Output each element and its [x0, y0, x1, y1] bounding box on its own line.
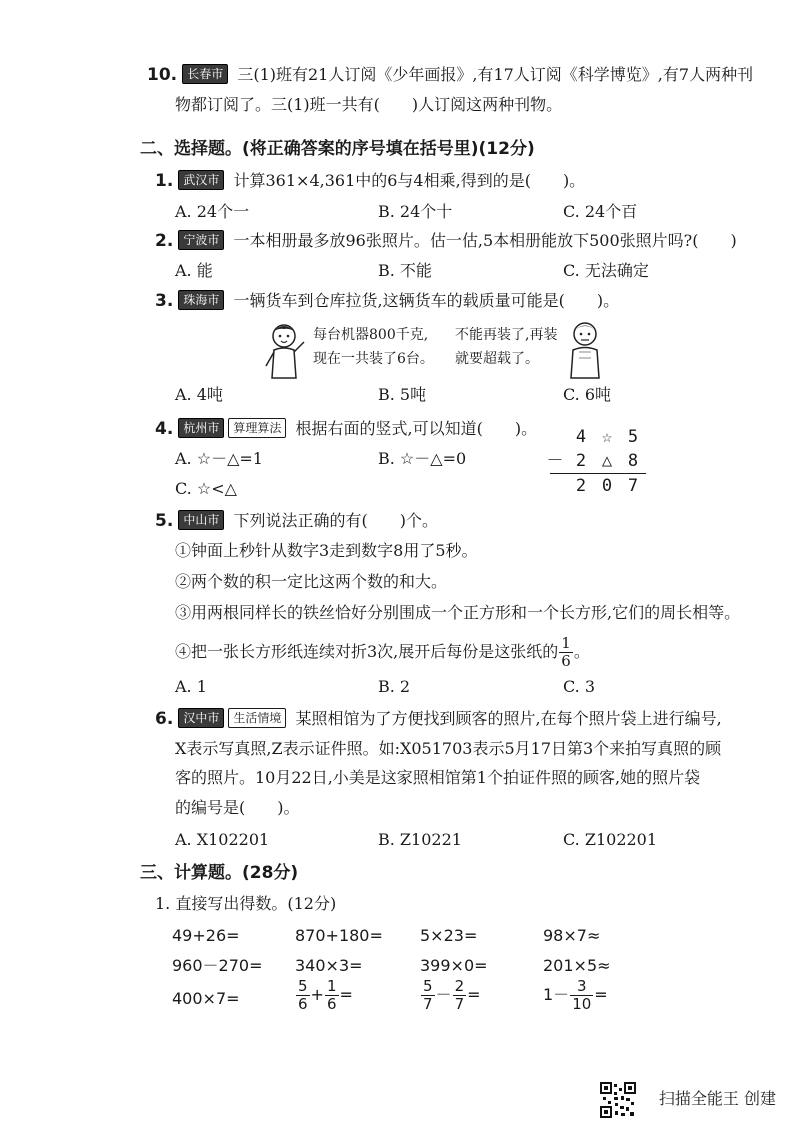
- numerator: 5: [423, 977, 433, 995]
- q6-line2: X表示写真照,Z表示证件照。如:X051703表示5月17日第3个来拍写真照的顾: [175, 739, 722, 758]
- city-tag: 中山市: [178, 510, 224, 530]
- question-number: 6.: [155, 709, 174, 729]
- q5-statement-1: ①钟面上秒针从数字3走到数字8用了5秒。: [175, 541, 478, 560]
- calc-item: 399×0=: [420, 956, 488, 975]
- speech-left-1: 每台机器800千克,: [313, 327, 429, 343]
- fraction: [421, 978, 435, 1013]
- numerator: 5: [298, 977, 308, 995]
- digit: 2: [575, 476, 587, 496]
- vertical-row-1: [542, 425, 646, 449]
- q10-line1: [147, 64, 753, 86]
- minus-sign: －: [546, 451, 564, 471]
- topic-tag: 生活情境: [228, 708, 286, 728]
- q4-option-c: C. ☆<△: [175, 479, 237, 498]
- topic-tag: 算理算法: [228, 418, 286, 438]
- digit: 0: [601, 476, 613, 496]
- calc-item: 201×5≈: [543, 956, 611, 975]
- digit: ☆: [601, 427, 613, 447]
- prefix: 1－: [543, 985, 570, 1004]
- denominator: 7: [454, 995, 465, 1013]
- q1-option-c: C. 24个百: [563, 202, 638, 221]
- q6-line4: 的编号是( )。: [175, 798, 300, 817]
- vertical-subtraction: [542, 425, 646, 498]
- q5-stem: [155, 510, 438, 532]
- vertical-row-2: [542, 449, 646, 473]
- q10-line2: [175, 94, 562, 116]
- q5-option-b: B. 2: [378, 677, 411, 696]
- q2-option-b: B. 不能: [378, 261, 432, 280]
- denominator: 6: [298, 995, 308, 1013]
- digit: △: [601, 451, 613, 471]
- q6-line3: 客的照片。10月22日,小美是这家照相馆第1个拍证件照的顾客,她的照片袋: [175, 768, 701, 787]
- numerator: 3: [570, 978, 593, 996]
- fraction: [570, 978, 593, 1013]
- fraction: [559, 635, 573, 670]
- section-2-title: 二、选择题。(将正确答案的序号填在括号里)(12分): [140, 139, 535, 159]
- calc-one-minus-fraction: [543, 978, 608, 1013]
- period: 。: [573, 642, 590, 661]
- q5-statement-2: ②两个数的积一定比这两个数的和大。: [175, 572, 448, 591]
- speech-left-2: 现在一共装了6台。: [313, 351, 434, 367]
- q3-option-c: C. 6吨: [563, 385, 612, 404]
- q6-line1: [155, 708, 722, 730]
- q6-option-a: A. X102201: [175, 830, 270, 849]
- numerator: 1: [326, 977, 337, 995]
- speech-right-2: 就要超载了。: [455, 351, 539, 367]
- numerator: 2: [454, 977, 465, 995]
- q1-option-a: A. 24个一: [175, 202, 250, 221]
- denominator: 6: [326, 995, 337, 1013]
- q4-option-b: B. ☆－△=0: [378, 449, 467, 468]
- denominator: 7: [423, 995, 433, 1013]
- question-text: 一本相册最多放96张照片。估一估,5本相册能放下500张照片吗?( ): [233, 231, 737, 250]
- statement-text: ④把一张长方形纸连续对折3次,展开后每份是这张纸的: [175, 642, 559, 661]
- q5-statement-4: [175, 632, 590, 672]
- city-tag: 长春市: [182, 64, 228, 84]
- calc-item: 98×7≈: [543, 926, 601, 945]
- digit: 5: [627, 427, 639, 447]
- digit: 4: [575, 427, 587, 447]
- question-number: 2.: [155, 231, 174, 251]
- q4-stem: [155, 418, 537, 440]
- question-text: 物都订阅了。三(1)班一共有( )人订阅这两种刊物。: [175, 95, 563, 114]
- equals: =: [594, 985, 608, 1004]
- q3-option-b: B. 5吨: [378, 385, 427, 404]
- question-text: 根据右面的竖式,可以知道( )。: [295, 419, 538, 438]
- calc-fraction-diff: [420, 978, 481, 1013]
- operator: +: [310, 985, 324, 1004]
- q1-option-b: B. 24个十: [378, 202, 453, 221]
- q3-option-a: A. 4吨: [175, 385, 223, 404]
- q4-option-a: A. ☆－△=1: [175, 449, 263, 468]
- question-number: 4.: [155, 419, 174, 439]
- denominator: 10: [572, 995, 592, 1013]
- question-text: 某照相馆为了方便找到顾客的照片,在每个照片袋上进行编号,: [295, 709, 722, 728]
- question-text: 计算361×4,361中的6与4相乘,得到的是( )。: [233, 171, 586, 190]
- calc-item: 49+26=: [172, 926, 240, 945]
- denominator: 6: [561, 652, 571, 670]
- numerator: 1: [561, 634, 571, 652]
- q1-stem: [155, 170, 585, 192]
- equals: =: [339, 985, 353, 1004]
- city-tag: 珠海市: [178, 290, 224, 310]
- q3-stem: [155, 290, 619, 312]
- fraction: [453, 978, 467, 1013]
- question-number: 3.: [155, 291, 174, 311]
- calc-item: 5×23=: [420, 926, 478, 945]
- calc-fraction-sum: [295, 978, 353, 1013]
- boy-illustration: [262, 322, 308, 382]
- question-text: 一辆货车到仓库拉货,这辆货车的载质量可能是( )。: [233, 291, 620, 310]
- digit: 7: [627, 476, 639, 496]
- city-tag: 武汉市: [178, 170, 224, 190]
- calc-item: 400×7=: [172, 989, 240, 1008]
- speech-right-1: 不能再装了,再装: [455, 327, 558, 343]
- vertical-row-3: [542, 474, 646, 498]
- man-illustration: [565, 320, 605, 380]
- q2-stem: [155, 230, 737, 252]
- question-number: 10.: [147, 65, 178, 85]
- q6-option-b: B. Z10221: [378, 830, 462, 849]
- question-text: 三(1)班有21人订阅《少年画报》,有17人订阅《科学博览》,有7人两种刊: [237, 65, 754, 84]
- city-tag: 杭州市: [178, 418, 224, 438]
- calc-item: 340×3=: [295, 956, 363, 975]
- equals: =: [467, 985, 481, 1004]
- calc-item: 870+180=: [295, 926, 383, 945]
- digit: 2: [575, 451, 587, 471]
- q2-option-c: C. 无法确定: [563, 261, 649, 280]
- section-3-sub1: 1. 直接写出得数。(12分): [155, 894, 337, 913]
- question-text: 下列说法正确的有( )个。: [233, 511, 438, 530]
- section-3-title: 三、计算题。(28分): [140, 863, 299, 883]
- digit: 8: [627, 451, 639, 471]
- fraction: [325, 978, 339, 1013]
- qr-code-icon: [600, 1082, 636, 1118]
- calc-item: 960－270=: [172, 956, 263, 975]
- q2-option-a: A. 能: [175, 261, 213, 280]
- city-tag: 宁波市: [178, 230, 224, 250]
- city-tag: 汉中市: [178, 708, 224, 728]
- question-number: 5.: [155, 511, 174, 531]
- q5-statement-3: ③用两根同样长的铁丝恰好分别围成一个正方形和一个长方形,它们的周长相等。: [175, 603, 741, 622]
- q5-option-c: C. 3: [563, 677, 596, 696]
- fraction: [296, 978, 310, 1013]
- scanner-watermark: 扫描全能王 创建: [658, 1089, 776, 1108]
- q6-option-c: C. Z102201: [563, 830, 658, 849]
- question-number: 1.: [155, 171, 174, 191]
- q5-option-a: A. 1: [175, 677, 207, 696]
- operator: －: [435, 985, 452, 1004]
